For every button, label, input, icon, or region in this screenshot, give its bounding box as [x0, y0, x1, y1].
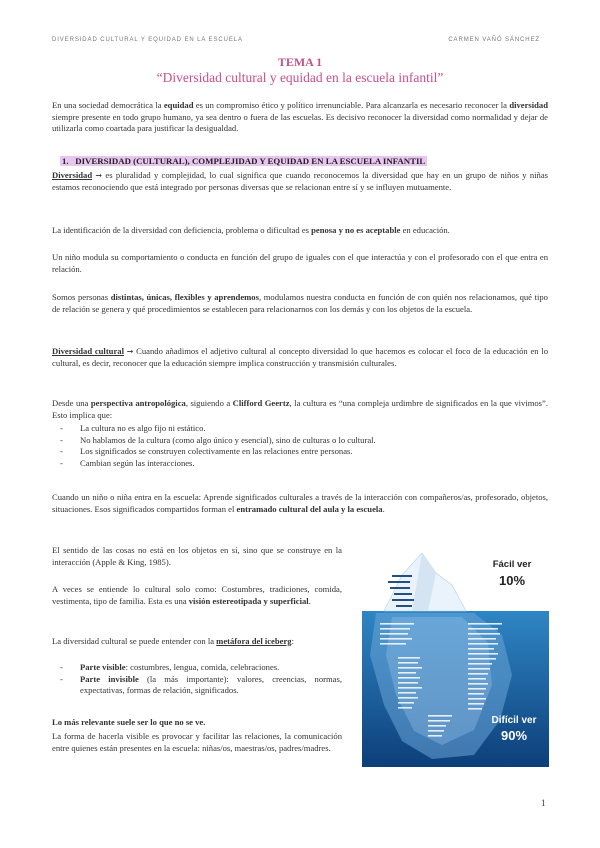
arrow-icon: ➞ — [126, 347, 134, 356]
iceberg-illustration — [362, 545, 549, 767]
easy-label: Fácil ver — [492, 559, 532, 570]
paragraph-perspectiva: Desde una perspectiva antropológica, siguiendo a Clifford Geertz, la cultura es “una compleja urdimbre de significados en la que vivimos”. Esto implica que: — [52, 398, 548, 420]
paragraph-forma: La forma de hacerla visible es provocar y facilitar las relaciones, la comunicación entre quienes están presentes en la escuela: niñas/os, maestras/os, padres/madres. — [52, 731, 342, 753]
easy-percent: 10% — [498, 573, 526, 588]
paragraph-relevante: Lo más relevante suele ser lo que no se ve. — [52, 717, 206, 727]
paragraph-somos: Somos personas distintas, únicas, flexibles y aprendemos, modulamos nuestra conducta en función de con quién nos relacionamos, qué tipo de relación se genera y qué procedimientos se establecen para relacionarnos con los demás y con los objetos de la escuela. — [52, 292, 548, 314]
list-item: - Cambian según las interacciones. — [52, 458, 548, 470]
iceberg-list — [52, 662, 342, 697]
topic-subtitle: “Diversidad cultural y equidad en la escuela infantil” — [156, 70, 444, 85]
list-item: - Parte visible: costumbres, lengua, comida, celebraciones. — [52, 662, 342, 674]
list-item: - La cultura no es algo fijo ni estático. — [52, 423, 548, 435]
list-item: - No hablamos de la cultura (como algo único y esencial), sino de culturas o lo cultural. — [52, 435, 548, 447]
list-item: - Los significados se construyen colectivamente en las relaciones entre personas. — [52, 446, 548, 458]
arrow-icon: ➞ — [95, 171, 103, 180]
hard-percent: 90% — [500, 728, 528, 743]
running-header-left: DIVERSIDAD CULTURAL Y EQUIDAD EN LA ESCUELA — [52, 37, 243, 43]
paragraph-diversidad: Diversidad ➞ es pluralidad y complejidad, lo cual significa que cuando reconocemos la diversidad que hay en un grupo de niños y niñas estamos reconociendo que está integrado por personas diversas que se relacionan entre sí y se influyen mutuamente. — [52, 170, 548, 192]
running-header-right: CARMEN VAÑÓ SÁNCHEZ — [448, 37, 540, 43]
paragraph-nino-escuela: Cuando un niño o niña entra en la escuela: Aprende significados culturales a través de la interacción con compañeros/as, profesorado, objetos, situaciones. Esos significados compartidos forman el entramado cultural del aula y la escuela. — [52, 492, 548, 514]
section-heading: 1. DIVERSIDAD (CULTURAL), COMPLEJIDAD Y EQUIDAD EN LA ESCUELA INFANTIL — [62, 156, 426, 166]
paragraph-a-veces: A veces se entiende lo cultural solo como: Costumbres, tradiciones, comida, vestimenta, tipo de familia. Esta es una visión estereotipada y superficial. — [52, 584, 342, 606]
hard-label: Difícil ver — [491, 715, 537, 726]
paragraph-sentido: El sentido de las cosas no está en los objetos en sí, sino que se construye en la interacción (Apple & King, 1985). — [52, 545, 342, 567]
paragraph-metafora: La diversidad cultural se puede entender con la metáfora del iceberg: — [52, 636, 294, 646]
culture-list — [52, 423, 548, 469]
paragraph-diversidad-cultural: Diversidad cultural ➞ Cuando añadimos el adjetivo cultural al concepto diversidad lo que hacemos es colocar el foco de la educación en lo cultural, es decir, reconocer que la educación siempre implica construcción y transmisión culturales. — [52, 346, 548, 368]
paragraph-modula: Un niño modula su comportamiento o conducta en función del grupo de iguales con el que interactúa y con el profesorado con el que entra en relación. — [52, 252, 548, 274]
intro-paragraph: En una sociedad democrática la equidad es un compromiso ético y político irrenunciable. Para alcanzarla es necesario reconocer la diversidad siempre presente en todo grupo humano, ya sea dentro o fuera de las escuelas. Es decisivo reconocer la diversidad como normalidad y dejar de utilizarla como coartada para justificar la desigualdad. — [52, 100, 548, 134]
page-number: 1 — [541, 798, 546, 808]
topic-title: TEMA 1 — [277, 55, 323, 69]
list-item: - Parte invisible (la más importante): valores, creencias, normas, expectativas, formas de relación, significados. — [52, 674, 342, 697]
paragraph-identificacion: La identificación de la diversidad con deficiencia, problema o dificultad es penosa y no es aceptable en educación. — [52, 225, 450, 235]
